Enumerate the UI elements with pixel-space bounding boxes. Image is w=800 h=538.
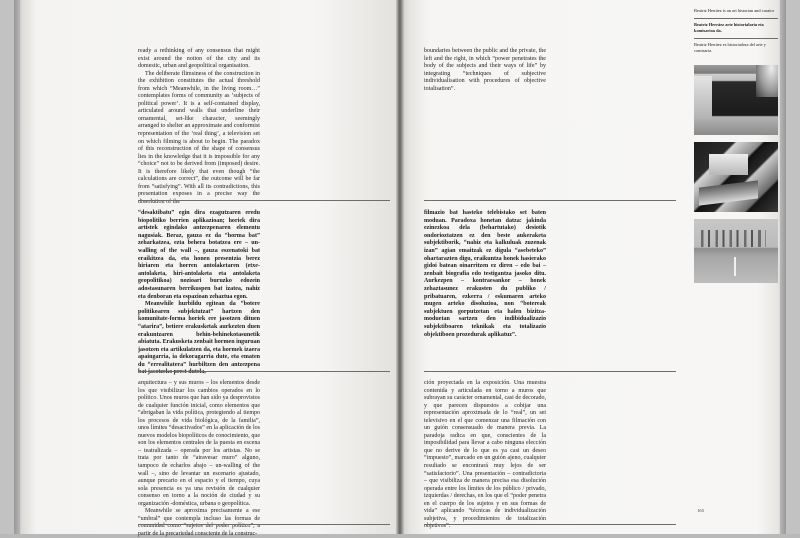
divider-rule: [424, 200, 676, 201]
photo-construction-site-cranes-landscape: [694, 219, 778, 283]
divider-rule: [138, 524, 390, 525]
divider-rule: [138, 371, 390, 372]
paragraph: ready a rethinking of any consensus that might exist around the notion of the city and its domestic, urban and geopolitical organisation.: [138, 48, 260, 70]
right-page-basque-column-1: [424, 210, 546, 339]
paragraph: “desaktibatu” egin dira ezagutzaren eredu biopolitiko berrien aplikazioan; horiek dira artistek egindako antzezpenaren elementu nagusiak. Beraz, gauza ez da “horma bat” zeharkatzea, ezta behera botatzea ere – un-walling of the wall –, gauza eszenatoki bat eraikitzea da, eta honen presentzia berez hiriaren eta horren antolaketaren (etxe-antolaketa, hiri-antolaketa eta antolaketa geopolitikoa) nozioari buruzko edozein adostasunaren berrikuspen bat izatea, nahiz eta denboran eta espazioan zehaztua egon.: [138, 210, 260, 300]
left-page-english-column-1: [138, 48, 260, 206]
paragraph: arquitectura – y sus muros – los elementos desde los que visibilizar los cambios operados en lo político. Unos muros que han sido ya desprovistos de cualquier función inicial, como elementos que “abrigaban la vida política, protegiendo al tiempo los procesos de vida biológica, de la familia”, unos límites “desactivados” en la aplicación de los nuevos modelos biopolíticos de conocimiento, que son los elementos centrales de la puesta en escena – teatralizada – operada por los artistas. No se trata por tanto de “atravesar muro” alguno, tampoco de echarlos abajo – un-walling of the wall –, sino de levantar un escenario ajustado, aunque precario en el espacio y el tiempo, cuya sola presencia es ya una revisión de cualquier consenso en torno a la noción de ciudad y su organización -doméstica, urbana o geopolítica.: [138, 380, 260, 507]
divider-rule: [138, 200, 390, 201]
paragraph: filmazio bat hasteko telebistako set baten moduan. Paradoxa honetan datza: jakinda ezinezkoa dela (behartutako) desiotik ondorioztatzen ez den beste aukeraketa subjektiborik, “nahiz eta kalkuluak zuzenak izan” agian emaitzak ez digula “asebeteko” ohartarazten digu, eraikuntza honek hasierako gidoi batean oinarritzen ez diren – edo bai – zenbait biografia edo testigantza jasoko ditu. Aurkezpen – kontraesankor – honek zehaztasunez erakusten du publiko / pribatuaren, ezkerra / eskumaren arteko mugen arteko disoluzioa, non “botereak subjektuen gorputzetan eta halen bizitza-moduetan sartzen den indibidualizazio subjektiboaren teknikak eta totalizazio objektiboen prozedurak aplikatuz”.: [424, 210, 546, 338]
right-margin-sidebar: [694, 8, 778, 283]
divider-rule: [424, 524, 676, 525]
author-bio-english: Beatriz Herráez is an art historian and curator: [694, 8, 775, 13]
photo-exhibition-interior-mirrored-display: [694, 142, 778, 212]
page-number: 165: [697, 508, 704, 513]
right-page-english-column-1: [424, 48, 546, 93]
author-bio-basque: Beatriz Herráez arte historialaria eta komisarioa da.: [694, 18, 778, 38]
author-bio-spanish: Beatriz Herráez es historiadora del arte y comisaria.: [694, 38, 778, 58]
left-page-basque-column-1: [138, 210, 260, 377]
paragraph: boundaries between the public and the private, the left and the right, in which “power penetrates the body of the subjects and their ways of life” by integrating “techniques of subjective individualisation with procedures of objective totalisation”.: [424, 48, 546, 92]
photo-exhibition-interior-dark-wall: [694, 65, 778, 135]
right-page-edge-shadow: [778, 0, 786, 534]
paragraph: ción proyectada en la exposición. Una muestra contenida y articulada en torno a muros que subrayan su carácter ornamental, casi de decorado, y que parecen dispuestos a cobijar una representación aproximada de lo “real”, un set televisivo en el que comenzar una filmación con un guión consensuado de manera previa. La paradoja radica en que, conscientes de la imposibilidad para llevar a cabo ninguna elección que no derive de lo que es ya casi un deseo “impuesto”, marcado en un guión ajeno, cualquier resultado se encontrará muy lejos de ser “satisfactorio”. Una presentación – contradictoria – que visibiliza de manera precisa esa disolución operada entre los límites de los público / privado, izquierdas / derechas, en los que el “poder penetra en el cuerpo de los sujetos y en sus formas de vida” aplicando “técnicas de individualización subjetiva, y procedimientos de totalización objetivos”.: [424, 380, 546, 530]
divider-rule: [424, 371, 676, 372]
paragraph: The deliberate flimsiness of the construction in the exhibition constitutes the actual threshold from which “Meanwhile, in the living room…” contemplates forms of community as ‘subjects of political power’. It is a self-contained display, articulated around walls that underline their ornamental, set-like character, seemingly arranged to shelter an approximate and conformist representation of the ‘real thing’, a television set on which filming is about to begin. The paradox of this reconstruction of the shape of consensus lies in the knowledge that it is impossible for any “choice” not to be derived from (imposed) desire. It is therefore likely that even though “the calculations are correct”, the outcome will be far from “satisfying”. With all its contradictions, this presentation exposes in a precise way the dissolution of the: [138, 70, 260, 205]
paragraph: Meanwhile hurbildu egitean da “botere politikoaren subjektutzat” hartzen den komunitate-forma horiek ere jasotzen dituen “atarira”, betiere erakusketak aurkezten duen erakuntzaren behin-behinekotasunetik abiatuta. Erakusketa zenbait hormen inguruan jasotzen eta artikulatzen da, eta hormek izaera apaingarria, ia dekoragarria dute, eta ematen du “errealitatera” hurbiltzen den antzezpena bat jasotzeko prest dutela,: [138, 301, 260, 376]
paragraph: Meanwhile se aproxima precisamente a ese “umbral” que contempla incluso las formas de comunidad como “sujetos del poder político”, a partir de la precariedad consciente de la construc-: [138, 508, 260, 537]
right-page-spanish-column-1: [424, 380, 546, 531]
left-page-edge-shadow: [14, 0, 22, 534]
book-spine-gutter: [396, 0, 404, 534]
left-page-spanish-column-1: [138, 380, 260, 538]
